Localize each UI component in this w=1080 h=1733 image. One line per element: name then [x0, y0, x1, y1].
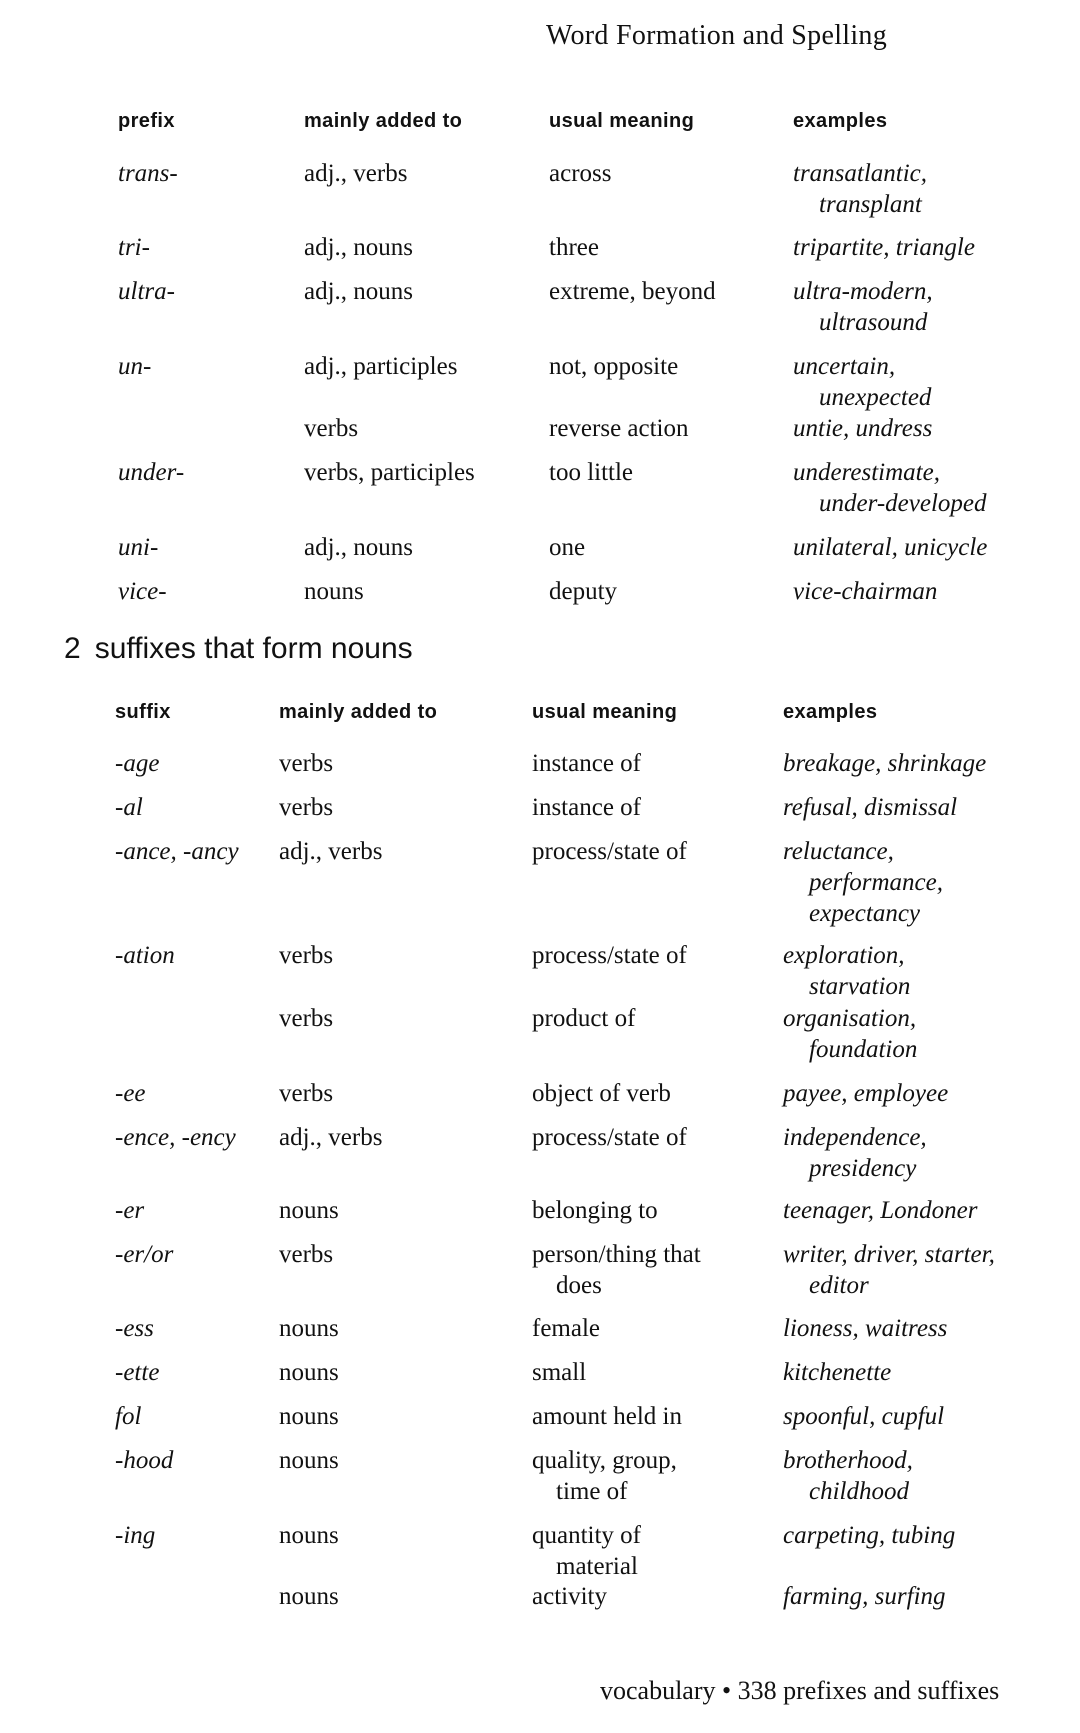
meaning-cell — [532, 1122, 687, 1153]
meaning-line: person/thing that — [532, 1241, 701, 1268]
example-line: writer, driver, starter, — [783, 1241, 995, 1268]
meaning-cell — [532, 1520, 641, 1582]
added-to-cell: nouns — [279, 1403, 339, 1430]
meaning-line: female — [532, 1315, 601, 1342]
meaning-cell — [549, 576, 617, 607]
meaning-cell — [532, 1581, 607, 1612]
added-to-cell: adj., verbs — [279, 1124, 383, 1151]
meaning-line: reverse action — [549, 415, 689, 442]
column-header: examples — [793, 110, 888, 132]
meaning-line: quality, group, — [532, 1447, 677, 1474]
meaning-cell — [532, 1357, 586, 1388]
affix-cell: fol — [115, 1403, 142, 1430]
meaning-line: too little — [549, 459, 634, 486]
meaning-cell — [549, 276, 716, 307]
section-title-text: suffixes that form nouns — [94, 632, 413, 665]
added-to-cell: nouns — [279, 1583, 339, 1610]
added-to-cell: verbs — [279, 1005, 334, 1032]
affix-cell: under- — [118, 459, 185, 486]
example-line: breakage, shrinkage — [783, 750, 987, 777]
examples-cell — [793, 351, 931, 413]
example-line-cont: editor — [809, 1272, 869, 1299]
meaning-line: activity — [532, 1583, 607, 1610]
example-line-cont: under-developed — [819, 490, 987, 517]
meaning-line: not, opposite — [549, 353, 679, 380]
affix-cell: -ation — [115, 942, 175, 969]
meaning-cell — [549, 351, 678, 382]
meaning-cell — [532, 1078, 671, 1109]
meaning-line: product of — [532, 1005, 636, 1032]
example-line: vice-chairman — [793, 578, 938, 605]
examples-cell — [793, 576, 937, 607]
affix-cell: -ing — [115, 1522, 156, 1549]
example-line: lioness, waitress — [783, 1315, 948, 1342]
example-line: independence, — [783, 1124, 927, 1151]
section-number: 2 — [64, 632, 81, 665]
examples-cell — [783, 748, 986, 779]
examples-cell — [783, 1195, 977, 1226]
meaning-cell — [549, 158, 611, 189]
example-line-cont: ultrasound — [819, 309, 928, 336]
affix-cell: ultra- — [118, 278, 175, 305]
affix-cell: -ence, -ency — [115, 1124, 236, 1151]
column-header: mainly added to — [279, 701, 438, 723]
example-line-cont: presidency — [809, 1155, 917, 1182]
example-line-cont: unexpected — [819, 384, 932, 411]
meaning-line: process/state of — [532, 942, 687, 969]
meaning-line: extreme, beyond — [549, 278, 716, 305]
affix-cell: un- — [118, 353, 152, 380]
example-line-cont: childhood — [809, 1478, 909, 1505]
meaning-line: amount held in — [532, 1403, 682, 1430]
meaning-line: process/state of — [532, 838, 687, 865]
affix-cell: -al — [115, 794, 143, 821]
examples-cell — [793, 158, 927, 220]
meaning-cell — [532, 836, 687, 867]
example-line-cont: foundation — [809, 1036, 918, 1063]
meaning-line: deputy — [549, 578, 618, 605]
added-to-cell: verbs — [279, 794, 334, 821]
examples-cell — [783, 1122, 927, 1184]
meaning-cell — [532, 1445, 677, 1507]
added-to-cell: adj., nouns — [304, 278, 414, 305]
affix-cell: -ess — [115, 1315, 154, 1342]
column-header: usual meaning — [532, 701, 678, 723]
meaning-line: instance of — [532, 794, 641, 821]
meaning-line: across — [549, 160, 612, 187]
meaning-cell — [549, 413, 689, 444]
added-to-cell: nouns — [304, 578, 364, 605]
meaning-line: process/state of — [532, 1124, 687, 1151]
examples-cell — [783, 1581, 946, 1612]
examples-cell — [793, 413, 932, 444]
page-footer: vocabulary • 338 prefixes and suffixes — [600, 1676, 1000, 1705]
affix-cell: -ance, -ancy — [115, 838, 239, 865]
section-heading — [64, 632, 413, 666]
examples-cell — [783, 836, 943, 929]
examples-cell — [783, 940, 910, 1002]
added-to-cell: adj., participles — [304, 353, 458, 380]
affix-cell: trans- — [118, 160, 178, 187]
meaning-cell — [532, 1239, 701, 1301]
meaning-cell — [532, 1313, 600, 1344]
example-line: exploration, — [783, 942, 905, 969]
example-line-cont: transplant — [819, 191, 922, 218]
column-header: mainly added to — [304, 110, 463, 132]
example-line: untie, undress — [793, 415, 933, 442]
meaning-cell — [549, 532, 585, 563]
affix-cell: -hood — [115, 1447, 174, 1474]
examples-cell — [783, 1401, 944, 1432]
added-to-cell: adj., nouns — [304, 534, 414, 561]
added-to-cell: verbs — [279, 942, 334, 969]
column-header: examples — [783, 701, 878, 723]
affix-cell: -ee — [115, 1080, 146, 1107]
example-line: refusal, dismissal — [783, 794, 958, 821]
affix-cell: uni- — [118, 534, 159, 561]
example-line: spoonful, cupful — [783, 1403, 945, 1430]
examples-cell — [783, 792, 957, 823]
meaning-cell — [532, 1003, 635, 1034]
examples-cell — [793, 457, 986, 519]
affix-cell: -age — [115, 750, 160, 777]
added-to-cell: adj., verbs — [304, 160, 408, 187]
meaning-line-cont: material — [556, 1553, 638, 1580]
example-line: teenager, Londoner — [783, 1197, 978, 1224]
examples-cell — [793, 276, 933, 338]
examples-cell — [783, 1445, 913, 1507]
examples-cell — [783, 1239, 995, 1301]
meaning-line: three — [549, 234, 599, 261]
added-to-cell: nouns — [279, 1359, 339, 1386]
meaning-cell — [532, 940, 687, 971]
added-to-cell: nouns — [279, 1447, 339, 1474]
affix-cell: -er — [115, 1197, 145, 1224]
meaning-line: quantity of — [532, 1522, 642, 1549]
column-header: suffix — [115, 701, 171, 723]
affix-cell: -er/or — [115, 1241, 174, 1268]
example-line-cont: starvation — [809, 973, 911, 1000]
example-line-cont: performance, — [809, 869, 943, 896]
meaning-line: belonging to — [532, 1197, 658, 1224]
added-to-cell: adj., nouns — [304, 234, 414, 261]
example-line: payee, employee — [783, 1080, 949, 1107]
example-line: underestimate, — [793, 459, 940, 486]
examples-cell — [793, 232, 975, 263]
example-line: unilateral, unicycle — [793, 534, 988, 561]
column-header: usual meaning — [549, 110, 695, 132]
meaning-line: small — [532, 1359, 587, 1386]
examples-cell — [783, 1003, 917, 1065]
added-to-cell: nouns — [279, 1197, 339, 1224]
meaning-line: object of verb — [532, 1080, 671, 1107]
added-to-cell: verbs — [279, 750, 334, 777]
examples-cell — [783, 1313, 947, 1344]
meaning-cell — [549, 232, 599, 263]
added-to-cell: nouns — [279, 1522, 339, 1549]
example-line: kitchenette — [783, 1359, 892, 1386]
examples-cell — [783, 1078, 948, 1109]
meaning-cell — [549, 457, 633, 488]
affix-cell: vice- — [118, 578, 167, 605]
meaning-line: instance of — [532, 750, 641, 777]
affix-cell: tri- — [118, 234, 150, 261]
meaning-cell — [532, 1195, 658, 1226]
example-line: transatlantic, — [793, 160, 928, 187]
example-line: farming, surfing — [783, 1583, 946, 1610]
meaning-line-cont: time of — [556, 1478, 628, 1505]
added-to-cell: adj., verbs — [279, 838, 383, 865]
meaning-cell — [532, 1401, 682, 1432]
examples-cell — [783, 1520, 955, 1551]
example-line: carpeting, tubing — [783, 1522, 956, 1549]
meaning-line: one — [549, 534, 586, 561]
meaning-cell — [532, 792, 641, 823]
example-line: reluctance, — [783, 838, 894, 865]
meaning-cell — [532, 748, 641, 779]
example-line: tripartite, triangle — [793, 234, 975, 261]
example-line: ultra-modern, — [793, 278, 933, 305]
added-to-cell: nouns — [279, 1315, 339, 1342]
running-head: Word Formation and Spelling — [546, 20, 888, 51]
affix-cell: -ette — [115, 1359, 160, 1386]
meaning-line-cont: does — [556, 1272, 602, 1299]
example-line: brotherhood, — [783, 1447, 913, 1474]
column-header: prefix — [118, 110, 175, 132]
example-line: uncertain, — [793, 353, 896, 380]
added-to-cell: verbs — [279, 1241, 334, 1268]
added-to-cell: verbs — [279, 1080, 334, 1107]
added-to-cell: verbs — [304, 415, 359, 442]
added-to-cell: verbs, participles — [304, 459, 475, 486]
example-line: organisation, — [783, 1005, 917, 1032]
examples-cell — [793, 532, 987, 563]
examples-cell — [783, 1357, 891, 1388]
example-line-cont: expectancy — [809, 900, 921, 927]
